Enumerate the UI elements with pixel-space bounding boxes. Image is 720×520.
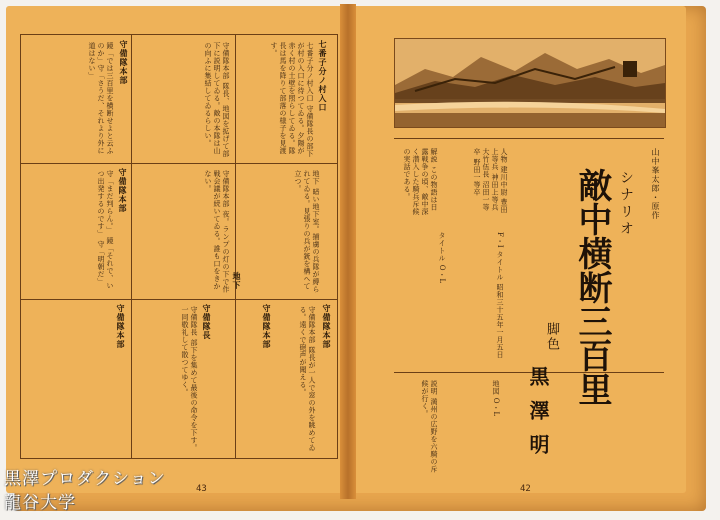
scene-text-block: 守備隊本部 夜。ランプの灯の下で作戦会議が続いてゐる。誰も口をきかない。 xyxy=(204,170,230,293)
explanation-note: 説明 満州の広野を六騎の斥候が行く。 xyxy=(421,380,438,473)
scene-heading: 地下 xyxy=(232,272,242,290)
title-overlap-note: タイトル O・L xyxy=(438,232,446,284)
archive-watermark-line1: 黒澤プロダクション xyxy=(4,469,166,489)
scenario-title: 敵中横断三百里 xyxy=(572,168,612,406)
scene-heading: 守備隊本部 xyxy=(322,304,332,349)
great-wall-illustration xyxy=(394,38,666,128)
scene-heading: 守備隊本部 xyxy=(118,168,128,213)
map-note: 地図 O・L xyxy=(492,380,500,417)
scene-text-block: 守備隊本部 隊長が一人で窓の外を眺めてゐる。遠くで砲声が聞える。 xyxy=(299,306,316,452)
scene-heading: 守備隊本部 xyxy=(119,40,129,85)
adapter-name: 黒澤明 xyxy=(526,366,550,468)
original-author-byline: 山中峯太郎・原作 xyxy=(651,148,660,220)
genre-label: シナリオ xyxy=(618,170,634,238)
scene-text-block: 七番子分ノ村入口 守備隊長の部下が村の入口に待つてゐる。夕陽が赤く村の土壁を照らしてゐる。隊長は馬を降りて部落の様子を見渡す。 xyxy=(270,42,314,158)
scene-heading: 七番子分ノ村入口 xyxy=(318,40,328,112)
scene-text-block: 守「まだ判らん。」 鏡「それで、いつ出発するのです」 守「明朝だ」 xyxy=(97,170,114,290)
book-gutter xyxy=(340,4,356,499)
grid-rule xyxy=(21,163,337,164)
scene-text-block: 守備隊長 部下を集めて最後の命令を下す。一同敬礼して散つてゆく。 xyxy=(181,306,198,452)
archive-watermark-line2: 龍谷大学 xyxy=(4,493,76,513)
page-number-left: 43 xyxy=(196,484,207,494)
scene-heading: 守備隊本部 xyxy=(116,304,126,349)
cast-list: 人物 建川中尉 豊田上等兵 神田上等兵 大竹伍長 沼田一等卒 野田一等卒 xyxy=(473,148,508,214)
adaptation-role-label: 脚色 xyxy=(544,322,559,352)
mountain-landscape-icon xyxy=(395,39,665,127)
page-number-right: 42 xyxy=(520,484,531,494)
scene-heading: 守備隊長 xyxy=(202,304,212,340)
scene-text-block: 鏡「では三百里を横断せよと云ふのか」守「さうだ、それより外に道はない」 xyxy=(88,42,114,155)
section-rule xyxy=(394,138,664,139)
scene-text-block: 地下 暗い地下室。捕虜の兵隊が縛られてゐる。見張りの兵が銃を構へて立つ。 xyxy=(294,170,320,293)
intro-explanation: 解説 この物語は日露戦争の頃、敵中深く潜入した騎兵斥候の実話である。 xyxy=(403,148,438,216)
scene-heading: 守備隊本部 xyxy=(262,304,272,349)
scene-text-block: 守備隊本部 隊長、地図を拡げて部下に説明してゐる。敵の本隊は山の向ふに集結してゐるらしい。 xyxy=(204,42,230,158)
fade-in-title-note: F・I タイトル 昭和三十五年一月五日 xyxy=(496,232,504,359)
grid-rule xyxy=(21,299,337,300)
